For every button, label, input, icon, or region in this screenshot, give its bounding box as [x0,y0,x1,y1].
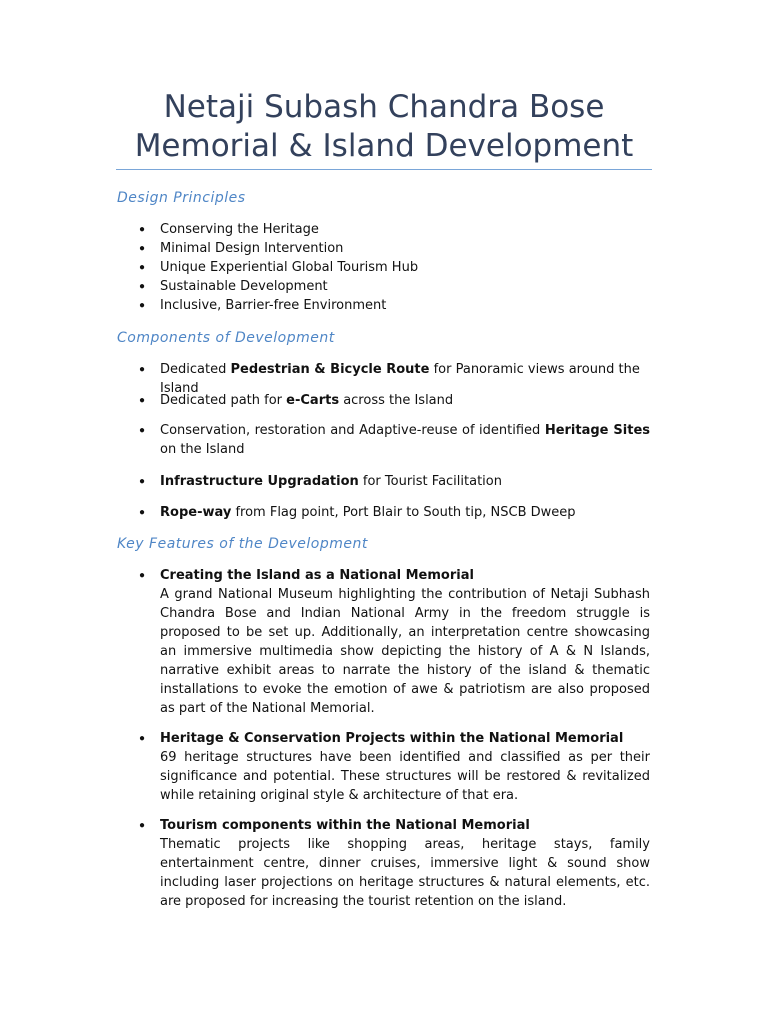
bullet-icon: ● [139,820,146,831]
component-text: Dedicated path for [160,393,287,408]
bullet-icon: ● [139,507,146,518]
design-principle-item: Unique Experiential Global Tourism Hub [160,260,419,275]
design-principle-item: Sustainable Development [160,279,328,294]
bullet-icon: ● [139,425,146,436]
key-feature-body: 69 heritage structures have been identified and classified as per their significance and potential. These structures will be restored & revitalized while retaining original style & architecture of that era. [160,750,650,803]
component-item [160,472,650,491]
key-features-heading: Key Features of the Development [117,536,368,552]
components-heading: Components of Development [117,330,335,346]
component-text: for Tourist Facilitation [358,474,502,489]
component-item [160,503,650,522]
design-principles-heading: Design Principles [117,190,246,206]
key-feature-title: Tourism components within the National Memorial [160,818,530,833]
component-text: Dedicated [160,362,231,377]
title-divider [116,169,652,170]
page-title [116,88,652,166]
component-bold-text: Heritage Sites [544,423,651,438]
bullet-icon: ● [139,281,146,292]
bullet-icon: ● [139,364,146,375]
page-title-line-2: Memorial & Island Development [134,128,634,164]
component-item [160,391,650,410]
component-text: for Panoramic views around the Island [160,362,640,396]
bullet-icon: ● [139,395,146,406]
component-text: on the Island [160,442,245,457]
component-text: across the Island [339,393,454,408]
design-principle-item: Inclusive, Barrier-free Environment [160,298,387,313]
component-bold-text: e-Carts [286,393,340,408]
bullet-icon: ● [139,262,146,273]
component-bold-text: Pedestrian & Bicycle Route [230,362,430,377]
key-feature-item [160,566,650,718]
key-feature-title: Heritage & Conservation Projects within the National Memorial [160,731,624,746]
key-feature-item [160,729,650,805]
key-feature-title: Creating the Island as a National Memorial [160,568,474,583]
component-text: Conservation, restoration and Adaptive-reuse of identified [160,423,545,438]
page-title-line-1: Netaji Subash Chandra Bose [163,89,605,125]
bullet-icon: ● [139,570,146,581]
key-feature-body: A grand National Museum highlighting the contribution of Netaji Subhash Chandra Bose and Indian National Army in the freedom struggle is proposed to be set up. Additionally, an interpretation centre showcasing an immersive multimedia show depicting the history of A & N Islands, narrative exhibit areas to narrate the history of the island & thematic installations to evoke the emotion of awe & patriotism are also proposed as part of the National Memorial. [160,587,650,716]
component-bold-text: Infrastructure Upgradation [160,474,359,489]
design-principle-item: Conserving the Heritage [160,222,319,237]
bullet-icon: ● [139,300,146,311]
component-item [160,421,650,459]
bullet-icon: ● [139,476,146,487]
design-principle-item: Minimal Design Intervention [160,241,344,256]
key-feature-item [160,816,650,911]
key-feature-body: Thematic projects like shopping areas, heritage stays, family entertainment centre, dinner cruises, immersive light & sound show including laser projections on heritage structures & natural elements, etc. are proposed for increasing the tourist retention on the island. [160,837,650,909]
component-bold-text: Rope-way [160,505,232,520]
component-text: from Flag point, Port Blair to South tip, NSCB Dweep [231,505,576,520]
bullet-icon: ● [139,224,146,235]
bullet-icon: ● [139,733,146,744]
bullet-icon: ● [139,243,146,254]
